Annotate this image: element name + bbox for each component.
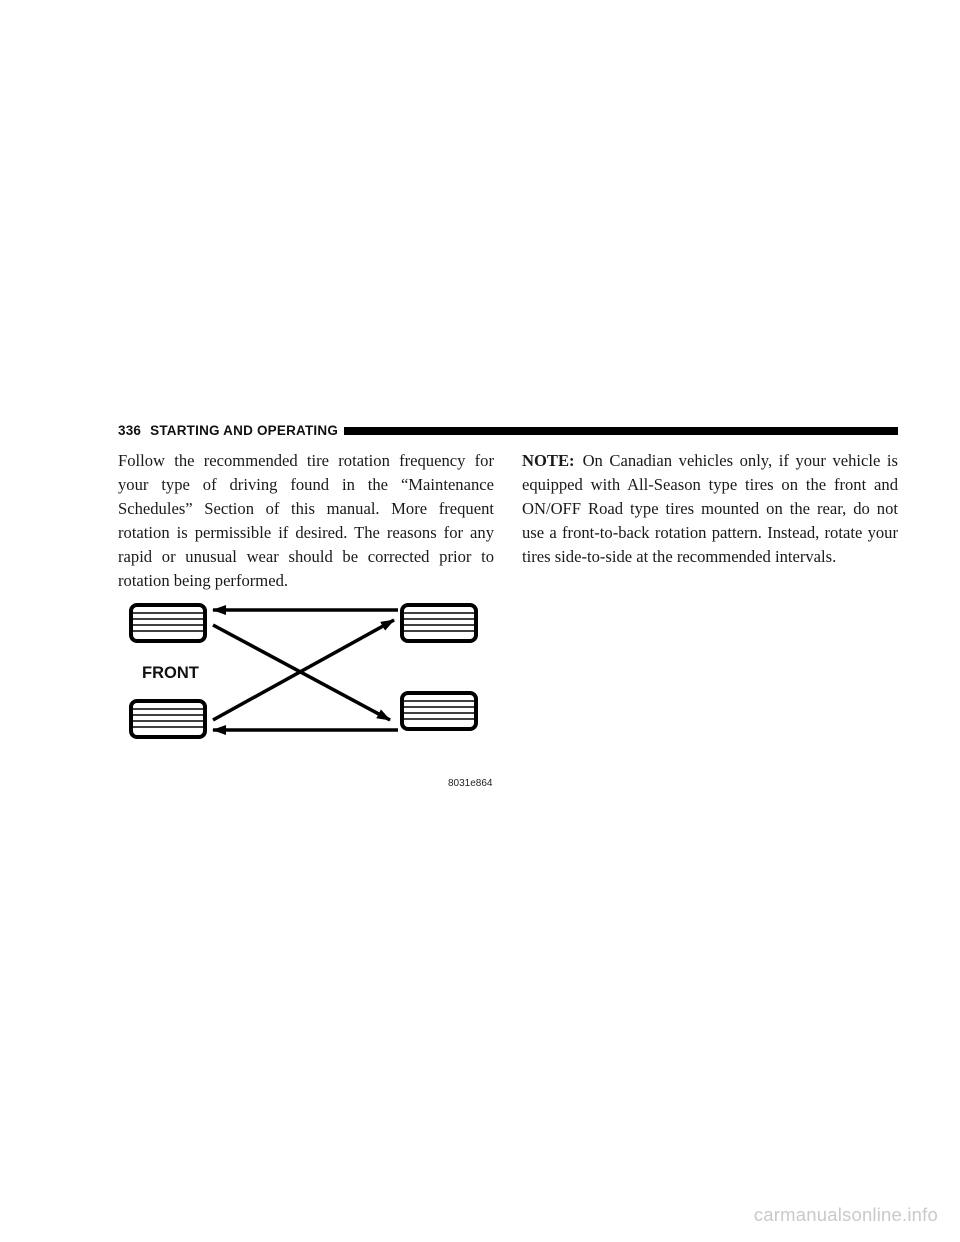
header-text (118, 423, 338, 439)
left-column (118, 449, 494, 593)
right-column (522, 449, 898, 569)
note-text: On Canadian vehicles only, if your vehicle is equipped with All-Season type tires on the front and ON/OFF Road type tires mounted on the rear, do not use a front-to-back rotation pattern. Instead, rotate your tires side-to-side at the recommended intervals. (522, 451, 898, 566)
front-right-tire-icon (402, 605, 476, 641)
header-rule (344, 427, 898, 435)
note-label: NOTE: (522, 451, 575, 470)
section-title: STARTING AND OPERATING (150, 423, 339, 438)
page-number: 336 (118, 423, 142, 438)
canadian-note-paragraph (522, 449, 898, 569)
footer-watermark: carmanualsonline.info (753, 1204, 938, 1225)
rotation-frequency-paragraph: Follow the recommended tire rotation frequency for your type of driving found in the “Maintenance Schedules” Section of this manual. More frequent rotation is permissible if desired. The reasons for any rapid or unusual wear should be corrected prior to rotation being performed. (118, 451, 494, 590)
arrow-diagonal-up (213, 620, 394, 720)
page-header (118, 423, 898, 439)
front-label: FRONT (142, 664, 199, 682)
front-left-tire-icon (131, 605, 205, 641)
rear-left-tire-icon (131, 701, 205, 737)
rear-right-tire-icon (402, 693, 476, 729)
tire-rotation-diagram (118, 592, 502, 792)
figure-id: 8031e864 (448, 778, 493, 789)
